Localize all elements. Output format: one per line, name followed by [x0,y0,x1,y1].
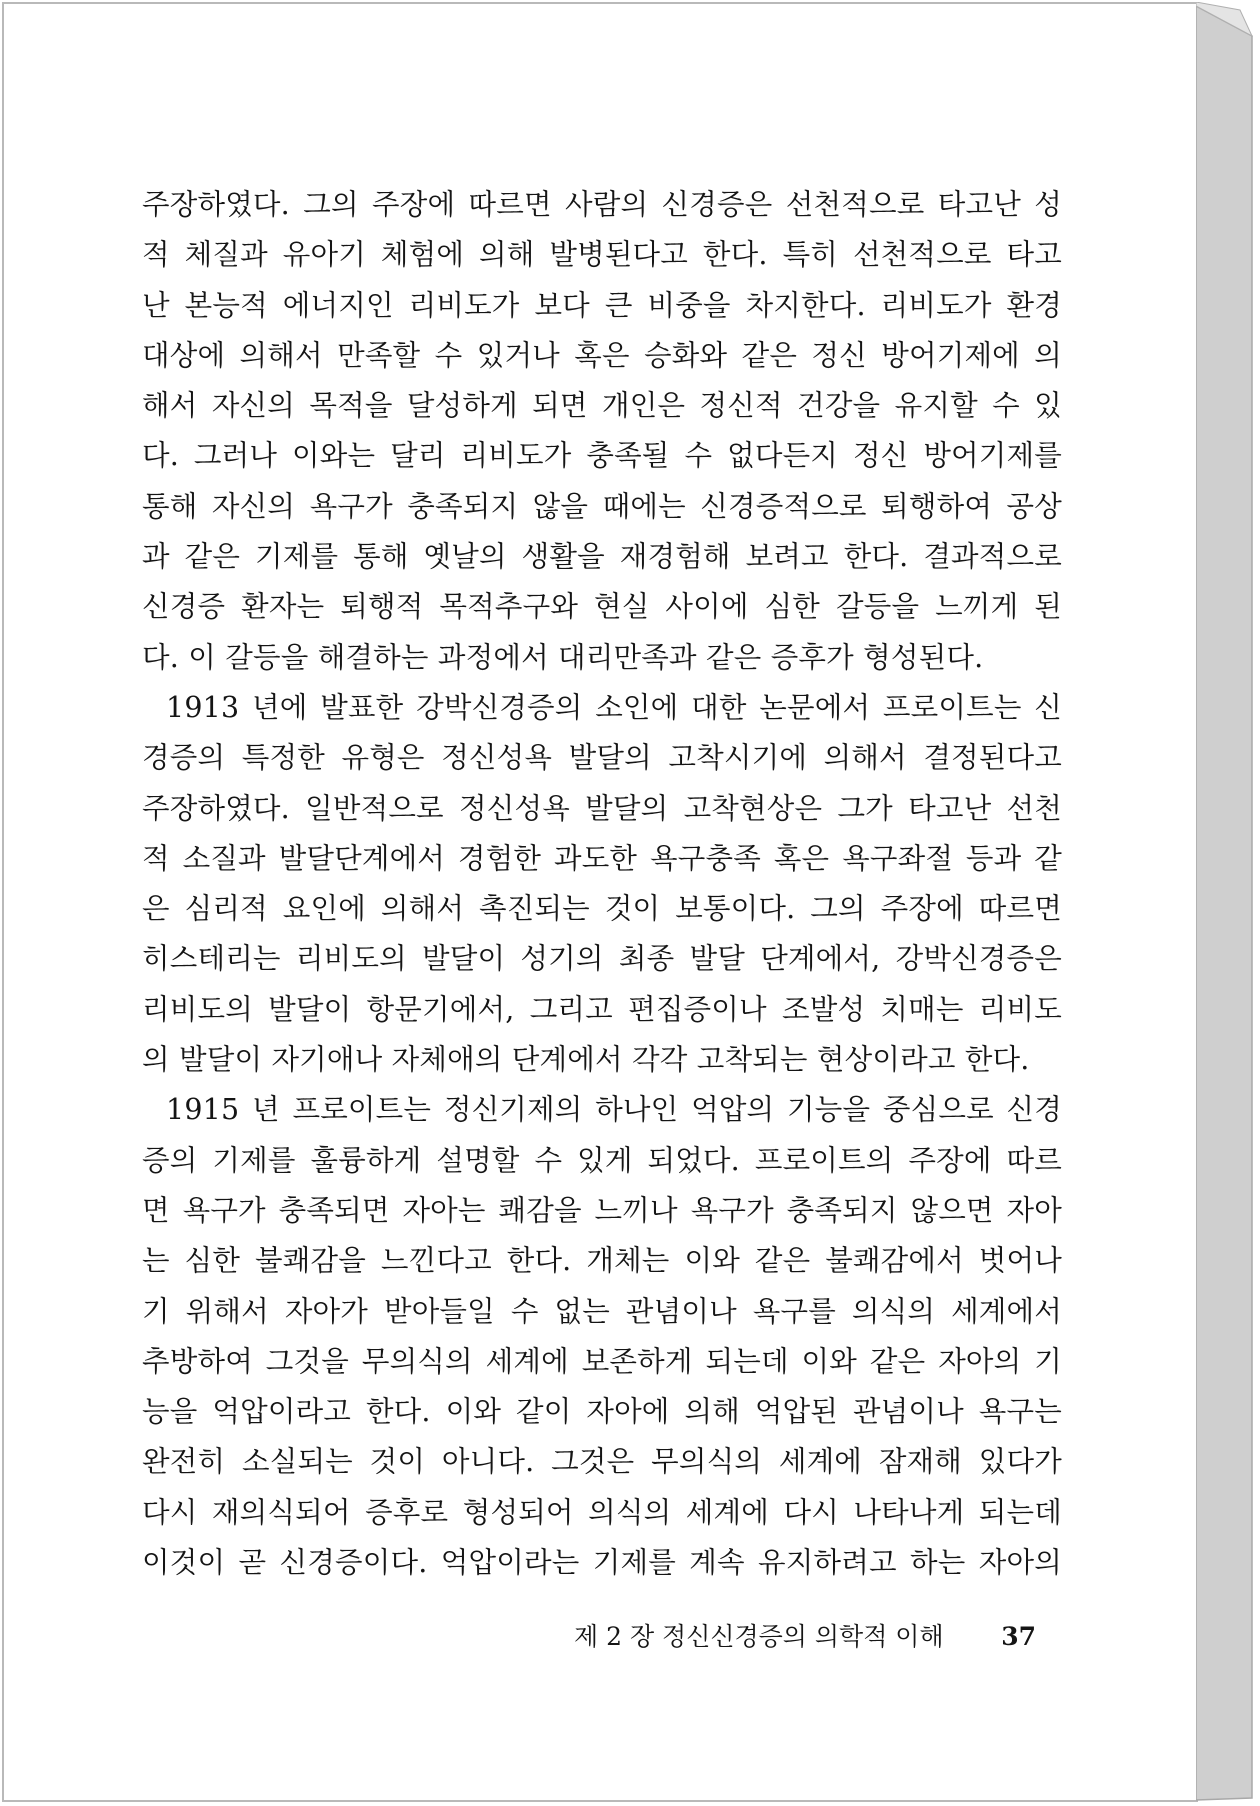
text-line: 과 같은 기제를 통해 옛날의 생활을 재경험해 보려고 한다. 결과적으로 [142,540,1062,574]
text-line: 주장하였다. 그의 주장에 따르면 사람의 신경증은 선천적으로 타고난 성 [142,188,1062,221]
body-text [142,180,1062,1588]
running-footer [574,1612,1036,1662]
text-line: 완전히 소실되는 것이 아니다. 그것은 무의식의 세계에 잠재해 있다가 [142,1445,1062,1479]
text-line: 해서 자신의 목적을 달성하게 되면 개인은 정신적 건강을 유지할 수 있 [142,389,1062,423]
text-line: 적 체질과 유아기 체험에 의해 발병된다고 한다. 특히 선천적으로 타고 [142,238,1062,272]
text-line: 다시 재의식되어 증후로 형성되어 의식의 세계에 다시 나타나게 되는데 [142,1495,1062,1529]
text-line: 1913 년에 발표한 강박신경증의 소인에 대한 논문에서 프로이트는 신 [166,690,1062,724]
text-line: 적 소질과 발달단계에서 경험한 과도한 욕구충족 혹은 욕구좌절 등과 같 [142,841,1062,875]
page-number: 37 [1001,1622,1036,1651]
page-edge-side [1196,6,1252,1800]
text-line: 다. 이 갈등을 해결하는 과정에서 대리만족과 같은 증후가 형성된다. [142,640,984,674]
text-line: 은 심리적 요인에 의해서 촉진되는 것이 보통이다. 그의 주장에 따르면 [142,892,1062,926]
text-line: 통해 자신의 욕구가 충족되지 않을 때에는 신경증적으로 퇴행하여 공상 [142,489,1062,523]
text-line: 추방하여 그것을 무의식의 세계에 보존하게 되는데 이와 같은 자아의 기 [142,1344,1062,1378]
page-stack-edge [1196,2,1256,1802]
text-line: 능을 억압이라고 한다. 이와 같이 자아에 의해 억압된 관념이나 욕구는 [142,1395,1062,1429]
text-line: 이것이 곧 신경증이다. 억압이라는 기제를 계속 유지하려고 하는 자아의 [142,1546,1062,1580]
text-line: 증의 기제를 훌륭하게 설명할 수 있게 되었다. 프로이트의 주장에 따르 [142,1143,1062,1177]
text-line: 기 위해서 자아가 받아들일 수 없는 관념이나 욕구를 의식의 세계에서 [142,1294,1062,1328]
text-line: 대상에 의해서 만족할 수 있거나 혹은 승화와 같은 정신 방어기제에 의 [142,338,1062,372]
text-line: 경증의 특정한 유형은 정신성욕 발달의 고착시기에 의해서 결정된다고 [142,741,1062,775]
book-page [2,2,1198,1802]
text-line: 주장하였다. 일반적으로 정신성욕 발달의 고착현상은 그가 타고난 선천 [142,791,1062,825]
text-line: 의 발달이 자기애나 자체애의 단계에서 각각 고착되는 현상이라고 한다. [142,1043,1030,1077]
text-line: 신경증 환자는 퇴행적 목적추구와 현실 사이에 심한 갈등을 느끼게 된 [142,590,1062,624]
text-line: 는 심한 불쾌감을 느낀다고 한다. 개체는 이와 같은 불쾌감에서 벗어나 [142,1244,1062,1278]
chapter-title: 제 2 장 정신신경증의 의학적 이해 [574,1622,944,1651]
text-line: 다. 그러나 이와는 달리 리비도가 충족될 수 없다든지 정신 방어기제를 [142,439,1062,473]
text-line: 리비도의 발달이 항문기에서, 그리고 편집증이나 조발성 치매는 리비도 [142,992,1062,1026]
text-line: 면 욕구가 충족되면 자아는 쾌감을 느끼나 욕구가 충족되지 않으면 자아 [142,1193,1062,1227]
text-line: 1915 년 프로이트는 정신기제의 하나인 억압의 기능을 중심으로 신경 [166,1093,1062,1127]
text-line: 난 본능적 에너지인 리비도가 보다 큰 비중을 차지한다. 리비도가 환경 [142,288,1062,322]
text-line: 히스테리는 리비도의 발달이 성기의 최종 발달 단계에서, 강박신경증은 [142,942,1062,976]
